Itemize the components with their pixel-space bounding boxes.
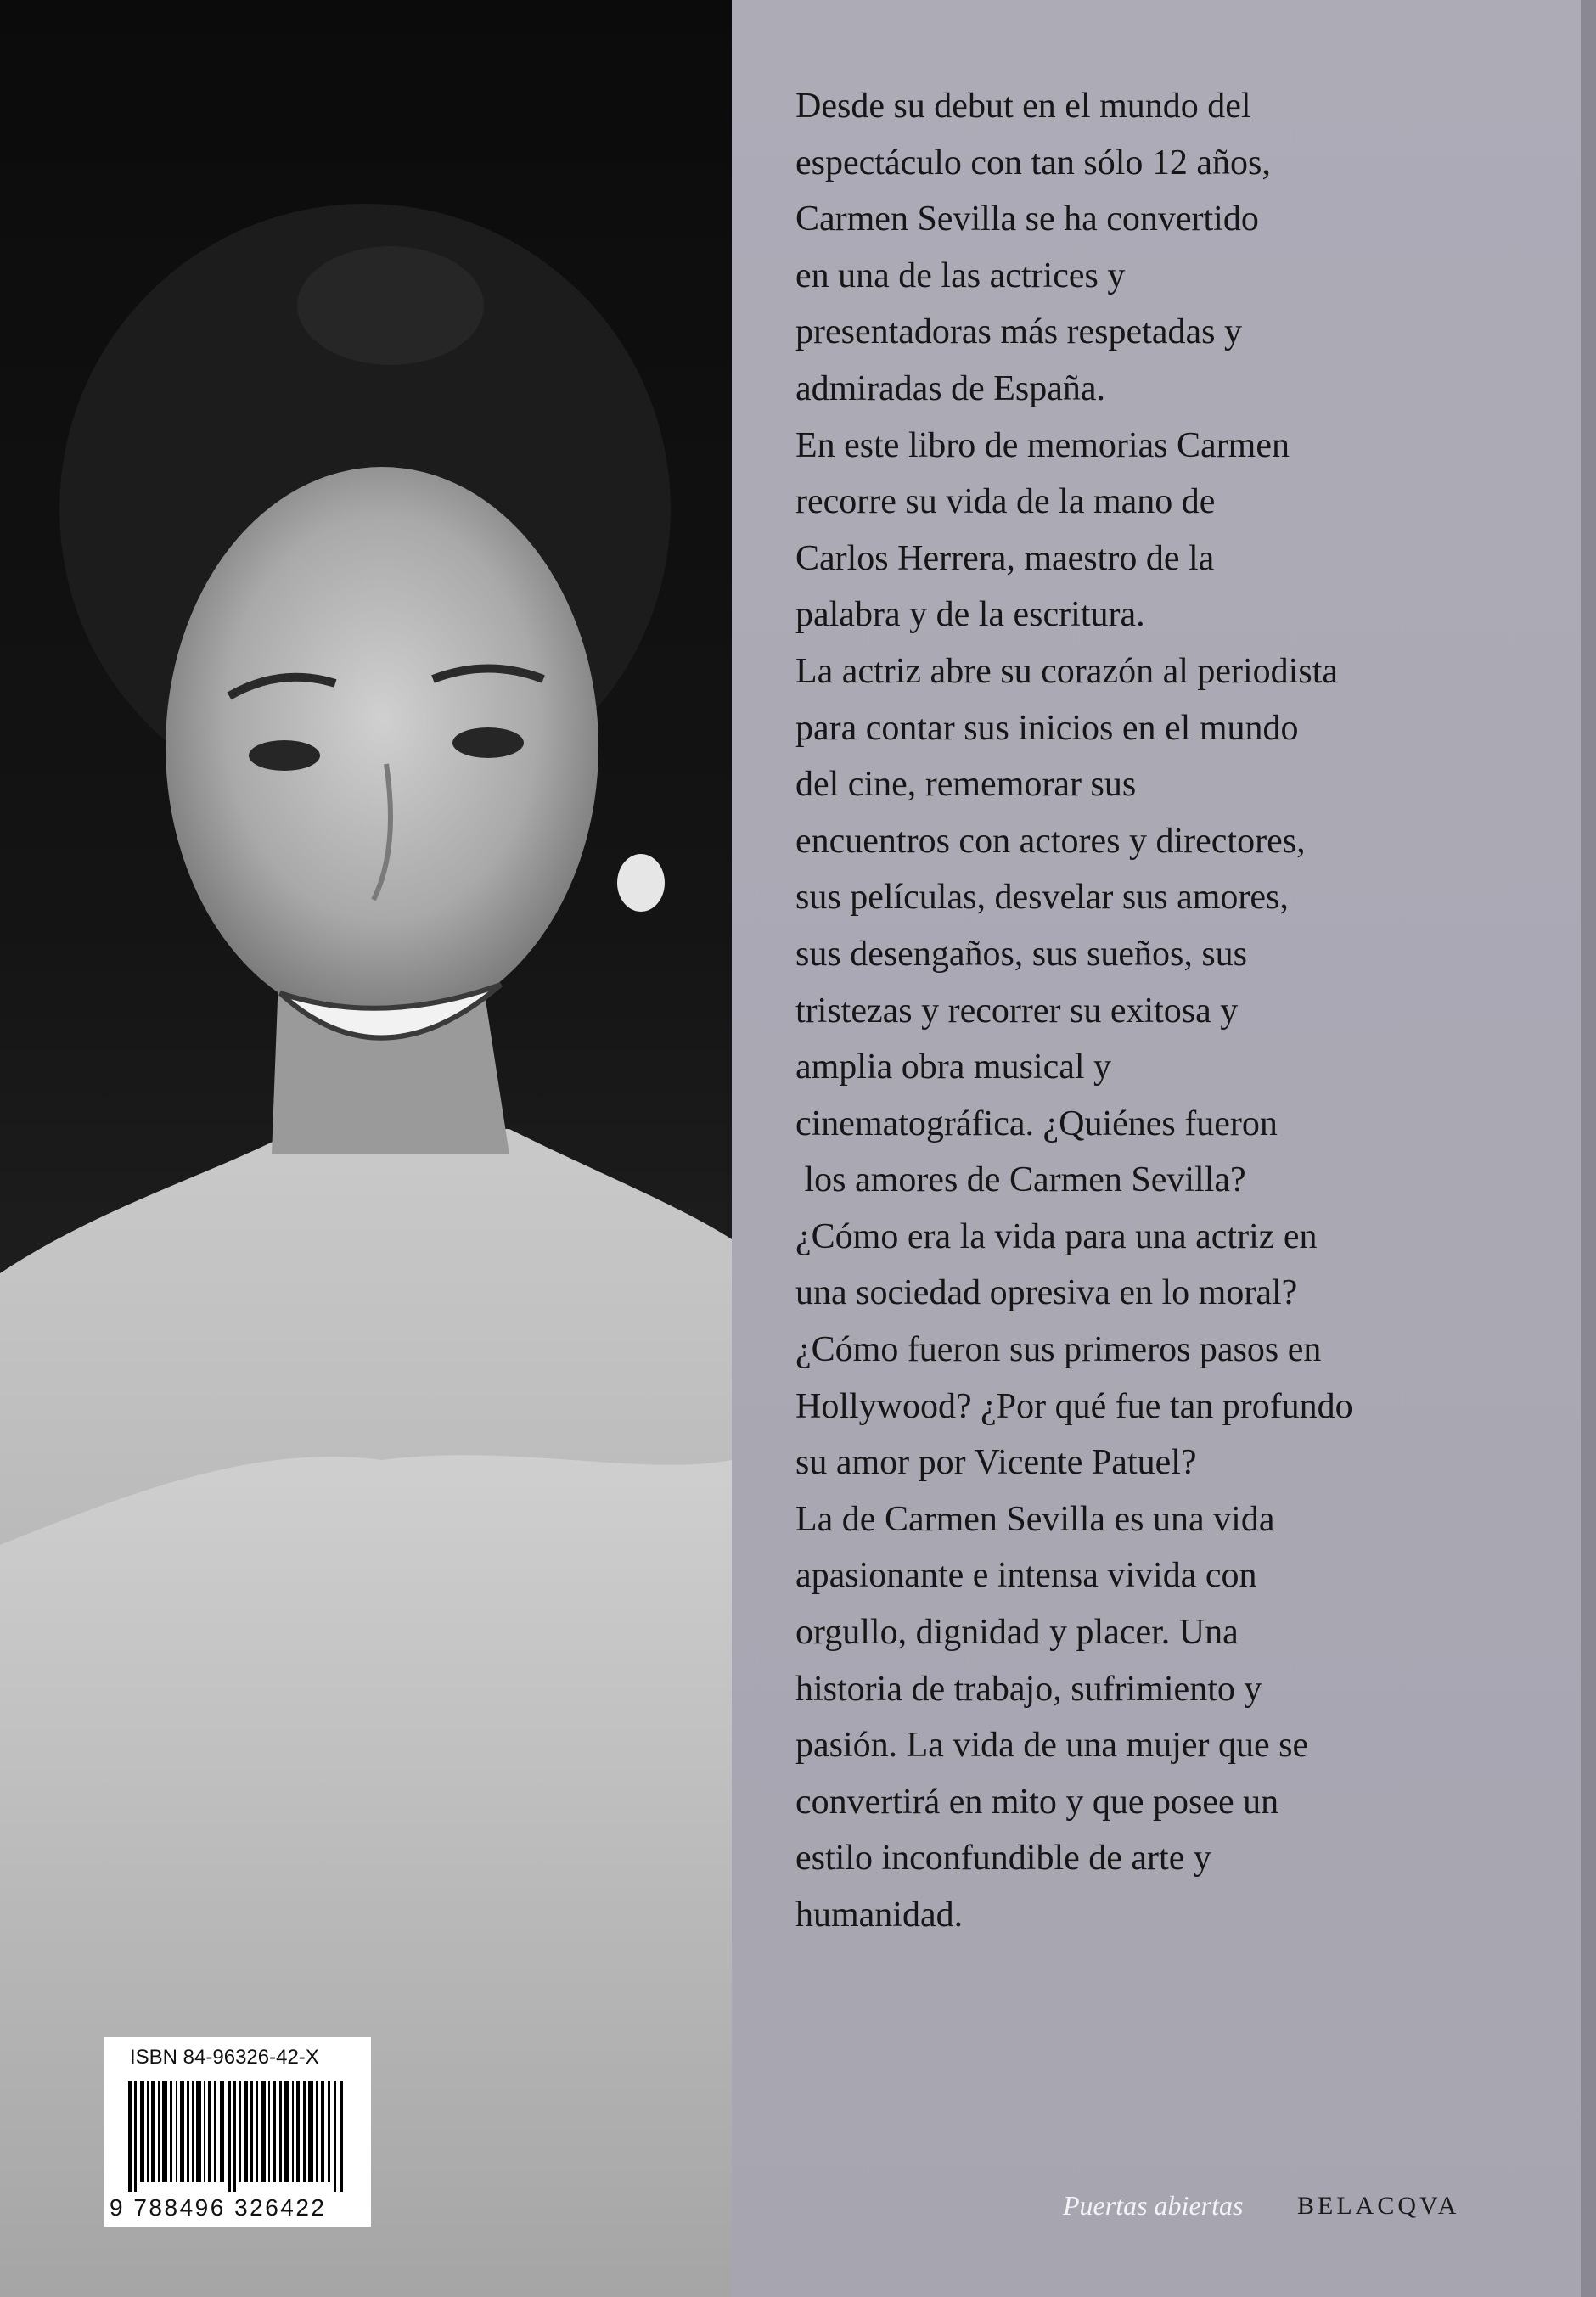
blurb-line: historia de trabajo, sufrimiento y xyxy=(795,1669,1262,1709)
blurb-line: sus películas, desvelar sus amores, xyxy=(795,878,1289,918)
blurb-line: ¿Cómo fueron sus primeros pasos en xyxy=(795,1330,1322,1370)
portrait-photo xyxy=(0,0,732,2297)
blurb-line: La de Carmen Sevilla es una vida xyxy=(795,1499,1275,1539)
blurb-line: admiradas de España. xyxy=(795,368,1106,408)
series-name: Puertas abiertas xyxy=(1063,2190,1244,2221)
isbn-label: ISBN 84-96326-42-X xyxy=(130,2046,319,2069)
blurb-line: ¿Cómo era la vida para una actriz en xyxy=(795,1216,1318,1256)
blurb-line: del cine, rememorar sus xyxy=(795,765,1137,805)
blurb-line: humanidad. xyxy=(795,1895,964,1935)
blurb-line: cinematográfica. ¿Quiénes fueron xyxy=(795,1104,1278,1143)
blurb-line: sus desengaños, sus sueños, sus xyxy=(795,934,1248,974)
barcode-bars-icon xyxy=(128,2081,349,2192)
back-cover-blurb xyxy=(795,78,1534,1944)
portrait-photo-icon xyxy=(0,0,732,2297)
isbn-barcode xyxy=(104,2037,371,2227)
blurb-line: Carmen Sevilla se ha convertido xyxy=(795,199,1259,239)
blurb-line: espectáculo con tan sólo 12 años, xyxy=(795,143,1271,183)
blurb-line: La actriz abre su corazón al periodista xyxy=(795,651,1339,691)
blurb-line: encuentros con actores y directores, xyxy=(795,821,1306,861)
blurb-line: apasionante e intensa vivida con xyxy=(795,1556,1257,1596)
publisher-name: BELACQVA xyxy=(1297,2192,1460,2220)
blurb-line: pasión. La vida de una mujer que se xyxy=(795,1726,1309,1766)
blurb-line: palabra y de la escritura. xyxy=(795,595,1145,635)
blurb-line: para contar sus inicios en el mundo xyxy=(795,708,1299,748)
blurb-line: orgullo, dignidad y placer. Una xyxy=(795,1613,1239,1653)
barcode-digits: 9 788496 326422 xyxy=(110,2194,327,2221)
blurb-line: Hollywood? ¿Por qué fue tan profundo xyxy=(795,1386,1353,1426)
blurb-line: estilo inconfundible de arte y xyxy=(795,1839,1211,1879)
blurb-line: una sociedad opresiva en lo moral? xyxy=(795,1273,1298,1313)
blurb-line: Carlos Herrera, maestro de la xyxy=(795,538,1215,578)
cover-edge xyxy=(1581,0,1596,2297)
blurb-line: amplia obra musical y xyxy=(795,1047,1112,1087)
blurb-line: En este libro de memorias Carmen xyxy=(795,425,1290,465)
blurb-line: los amores de Carmen Sevilla? xyxy=(795,1160,1246,1200)
blurb-line: en una de las actrices y xyxy=(795,256,1126,295)
blurb-line: recorre su vida de la mano de xyxy=(795,482,1216,522)
blurb-line: Desde su debut en el mundo del xyxy=(795,87,1251,126)
blurb-line: presentadoras más respetadas y xyxy=(795,312,1242,352)
blurb-line: convertirá en mito y que posee un xyxy=(795,1782,1279,1822)
blurb-line: su amor por Vicente Patuel? xyxy=(795,1443,1197,1483)
blurb-line: tristezas y recorrer su exitosa y xyxy=(795,991,1239,1031)
